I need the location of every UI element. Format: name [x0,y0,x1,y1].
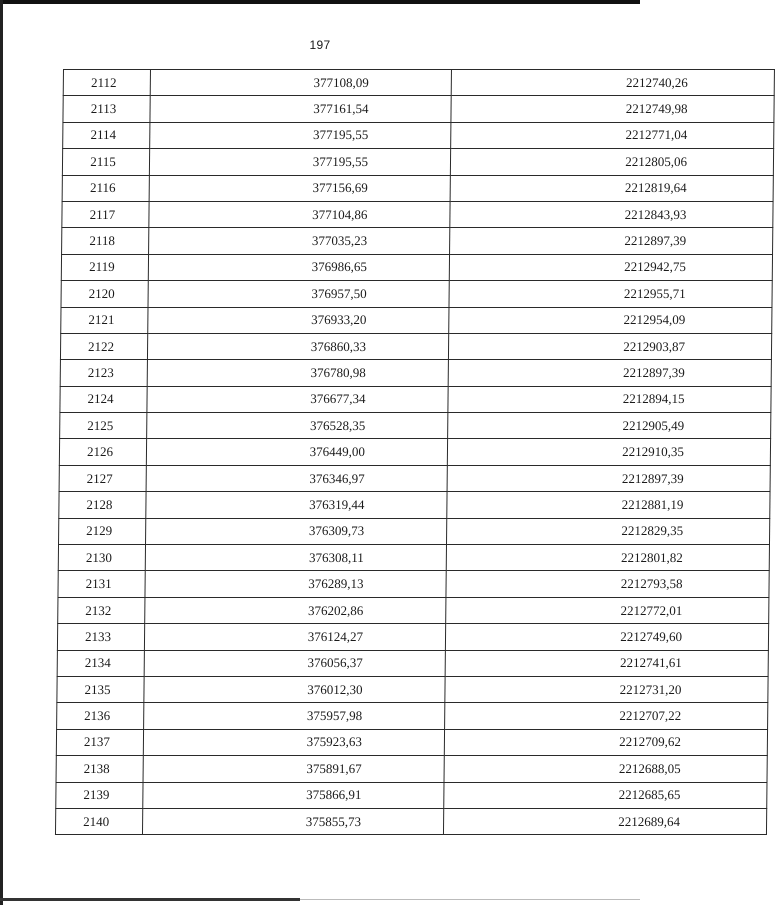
table-row [63,122,774,148]
x-coordinate-cell: 375957,98 [144,703,445,729]
table-row [60,413,771,439]
point-number-cell: 2136 [57,703,144,729]
table-row [55,808,766,834]
x-coordinate-cell: 376449,00 [146,439,447,465]
y-coordinate-cell: 2212749,98 [451,96,774,122]
point-number-cell: 2121 [61,307,148,333]
x-coordinate-cell: 376933,20 [148,307,449,333]
table-row [56,782,767,808]
point-number-cell: 2118 [62,228,149,254]
y-coordinate-cell: 2212689,64 [443,808,766,834]
table-row [57,703,768,729]
table-row [59,439,770,465]
table-row [57,650,768,676]
x-coordinate-cell: 377156,69 [149,175,450,201]
x-coordinate-cell: 376124,27 [144,624,445,650]
table-row [63,96,774,122]
x-coordinate-cell: 377104,86 [149,201,450,227]
table-row [58,571,769,597]
table-row [60,360,771,386]
y-coordinate-cell: 2212903,87 [448,333,771,359]
y-coordinate-cell: 2212954,09 [449,307,772,333]
y-coordinate-cell: 2212741,61 [445,650,768,676]
point-number-cell: 2140 [55,808,142,834]
y-coordinate-cell: 2212685,65 [444,782,767,808]
scan-border-top [0,0,640,4]
y-coordinate-cell: 2212897,39 [450,228,773,254]
x-coordinate-cell: 376528,35 [147,413,448,439]
x-coordinate-cell: 377108,09 [150,70,451,96]
y-coordinate-cell: 2212740,26 [451,70,774,96]
point-number-cell: 2115 [62,149,149,175]
y-coordinate-cell: 2212894,15 [448,386,771,412]
point-number-cell: 2130 [58,545,145,571]
point-number-cell: 2125 [60,413,147,439]
point-number-cell: 2128 [59,492,146,518]
x-coordinate-cell: 376346,97 [146,465,447,491]
table-row [58,597,769,623]
point-number-cell: 2119 [61,254,148,280]
table-row [63,70,774,96]
x-coordinate-cell: 377161,54 [150,96,451,122]
x-coordinate-cell: 376677,34 [147,386,448,412]
y-coordinate-cell: 2212942,75 [449,254,772,280]
y-coordinate-cell: 2212772,01 [446,597,769,623]
point-number-cell: 2127 [59,465,146,491]
x-coordinate-cell: 376780,98 [147,360,448,386]
point-number-cell: 2123 [60,360,147,386]
y-coordinate-cell: 2212771,04 [451,122,774,148]
point-number-cell: 2129 [59,518,146,544]
y-coordinate-cell: 2212709,62 [444,729,767,755]
point-number-cell: 2120 [61,281,148,307]
table-row [61,254,772,280]
y-coordinate-cell: 2212829,35 [446,518,769,544]
x-coordinate-cell: 376860,33 [147,333,448,359]
point-number-cell: 2112 [63,70,150,96]
point-number-cell: 2116 [62,175,149,201]
table-row [61,281,772,307]
y-coordinate-cell: 2212905,49 [448,413,771,439]
table-row [62,175,773,201]
point-number-cell: 2138 [56,756,143,782]
y-coordinate-cell: 2212910,35 [447,439,770,465]
x-coordinate-cell: 376319,44 [146,492,447,518]
y-coordinate-cell: 2212688,05 [444,756,767,782]
x-coordinate-cell: 376012,30 [144,677,445,703]
scan-border-left [0,0,3,905]
table-row [59,518,770,544]
table-row [60,386,771,412]
table-row [62,201,773,227]
point-number-cell: 2137 [56,729,143,755]
y-coordinate-cell: 2212805,06 [450,149,773,175]
x-coordinate-cell: 377035,23 [149,228,450,254]
x-coordinate-cell: 375923,63 [143,729,444,755]
x-coordinate-cell: 375891,67 [143,756,444,782]
x-coordinate-cell: 377195,55 [149,149,450,175]
y-coordinate-cell: 2212881,19 [447,492,770,518]
point-number-cell: 2131 [58,571,145,597]
point-number-cell: 2132 [58,597,145,623]
coordinates-table-body [55,70,774,835]
coordinates-table [55,69,775,835]
table-row [56,756,767,782]
point-number-cell: 2124 [60,386,147,412]
point-number-cell: 2122 [60,333,147,359]
x-coordinate-cell: 376308,11 [145,545,446,571]
point-number-cell: 2126 [59,439,146,465]
point-number-cell: 2139 [56,782,143,808]
y-coordinate-cell: 2212707,22 [445,703,768,729]
x-coordinate-cell: 376986,65 [148,254,449,280]
table-row [59,465,770,491]
table-row [60,333,771,359]
point-number-cell: 2134 [57,650,144,676]
scan-border-bottom-faint [300,899,640,900]
table-row [58,545,769,571]
page-number: 197 [309,38,331,52]
point-number-cell: 2114 [63,122,150,148]
table-row [57,677,768,703]
y-coordinate-cell: 2212731,20 [445,677,768,703]
point-number-cell: 2113 [63,96,150,122]
y-coordinate-cell: 2212955,71 [449,281,772,307]
scan-border-bottom [0,898,300,901]
x-coordinate-cell: 377195,55 [150,122,451,148]
point-number-cell: 2133 [57,624,144,650]
table-row [62,228,773,254]
y-coordinate-cell: 2212793,58 [446,571,769,597]
y-coordinate-cell: 2212897,39 [448,360,771,386]
x-coordinate-cell: 375855,73 [142,808,443,834]
y-coordinate-cell: 2212843,93 [450,201,773,227]
x-coordinate-cell: 376202,86 [145,597,446,623]
point-number-cell: 2117 [62,201,149,227]
x-coordinate-cell: 376056,37 [144,650,445,676]
table-row [59,492,770,518]
table-row [62,149,773,175]
y-coordinate-cell: 2212801,82 [446,545,769,571]
table-row [57,624,768,650]
y-coordinate-cell: 2212749,60 [445,624,768,650]
table-row [56,729,767,755]
x-coordinate-cell: 376309,73 [146,518,447,544]
x-coordinate-cell: 376957,50 [148,281,449,307]
y-coordinate-cell: 2212897,39 [447,465,770,491]
y-coordinate-cell: 2212819,64 [450,175,773,201]
table-row [61,307,772,333]
point-number-cell: 2135 [57,677,144,703]
x-coordinate-cell: 375866,91 [143,782,444,808]
x-coordinate-cell: 376289,13 [145,571,446,597]
